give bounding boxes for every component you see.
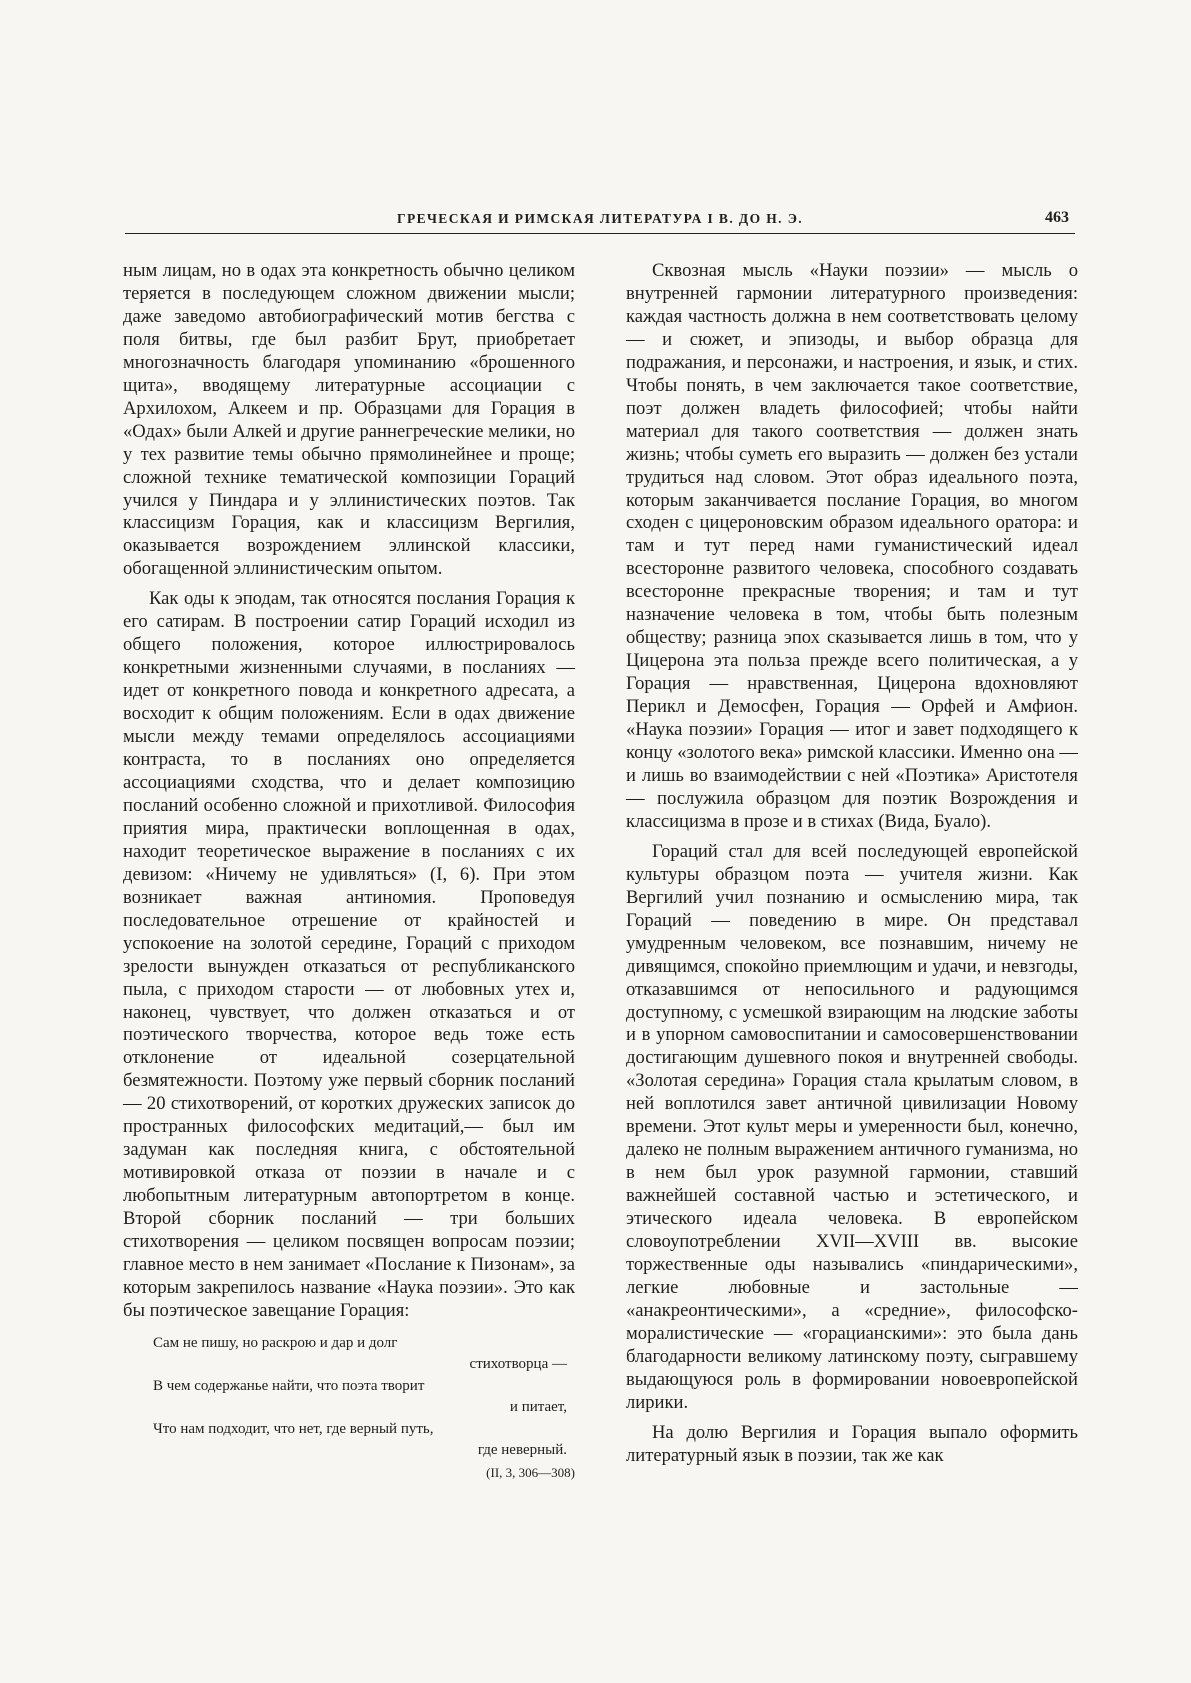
paragraph: ным лицам, но в одах эта конкретность обычно целиком теряется в последующем сложном движении мысли; даже заведомо автобиографический мотив бегства с поля битвы, где был разбит Брут, приобретает многозначность благодаря упоминанию «брошенного щита», вводящему литературные ассоциации с Архилохом, Алкеем и пр. Образцами для Горация в «Одах» были Алкей и другие раннегреческие мелики, но у тех развитие темы обычно прямолинейнее и проще; сложной технике тематической композиции Гораций учился у Пиндара и у эллинистических поэтов. Так классицизм Горация, как и классицизм Вергилия, оказывается возрождением эллинской классики, обогащенной эллинистическим опытом. (123, 260, 575, 580)
verse-line: Сам не пишу, но раскрою и дар и долг (153, 1334, 398, 1351)
paragraph: Как оды к эподам, так относятся послания Горация к его сатирам. В построении сатир Гораций исходил из общего положения, которое иллюстрировалось конкретными жизненными случаями, в посланиях — идет от конкретного повода и конкретного адресата, а восходит к общим положениям. Если в одах движение мысли между темами определялось ассоциациями контраста, то в посланиях оно определяется ассоциациями сходства, что и делает композицию посланий особенно сложной и прихотливой. Философия приятия мира, практически воплощенная в одах, находит теоретическое выражение в посланиях с их девизом: «Ничему не удивляться» (I, 6). При этом возникает важная антиномия. Проповедуя последовательное отрешение от крайностей и успокоение на золотой середине, Гораций с приходом зрелости вынужден отказаться от республиканского пыла, с приходом старости — от любовных утех и, наконец, чувствует, что должен отказаться и от поэтического творчества, которое ведь тоже есть отклонение от идеальной созерцательной безмятежности. Поэтому уже первый сборник посланий — 20 стихотворений, от коротких дружеских записок до пространных философских медитаций,— был им задуман как последняя книга, с обстоятельной мотивировкой отказа от поэзии в начале и с любопытным литературным автопортретом в конце. Второй сборник посланий — три больших стихотворения — целиком посвящен вопросам поэзии; главное место в нем занимает «Послание к Пизонам», за которым закрепилось название «Наука поэзии». Это как бы поэтическое завещание Горация: (123, 588, 575, 1321)
running-title: ГРЕЧЕСКАЯ И РИМСКАЯ ЛИТЕРАТУРА I В. ДО Н. Э. (396, 211, 804, 226)
paragraph: Сквозная мысль «Науки поэзии» — мысль о внутренней гармонии литературного произведения: каждая частность должна в нем соответствовать целому — и сюжет, и эпизоды, и выбор образца для подражания, и персонажи, и настроения, и язык, и стих. Чтобы понять, в чем заключается такое соответствие, поэт должен владеть философией; чтобы найти материал для такого соответствия — должен знать жизнь; чтобы суметь его выразить — должен без устали трудиться над словом. Этот образ идеального поэта, которым заканчивается послание Горация, во многом сходен с цицероновским образом идеального оратора: и там и тут перед нами гуманистический идеал всесторонне развитого человека, способного создавать всесторонне прекрасные творения; и там и тут назначение человека в том, чтобы быть полезным обществу; разница эпох сказывается лишь в том, что у Цицерона эта польза прежде всего политическая, а у Горация — нравственная, Цицерона вдохновляют Перикл и Демосфен, Горация — Орфей и Амфион. «Наука поэзии» Горация — итог и завет подходящего к концу «золотого века» римской классики. Именно она — и лишь во взаимодействии с ней «Поэтика» Аристотеля — послужила образцом для поэтик Возрождения и классицизма в прозе и в стихах (Вида, Буало). (626, 260, 1078, 832)
paragraph: На долю Вергилия и Горация выпало оформить литературный язык в поэзии, так же как (626, 1421, 1078, 1466)
verse-citation: (II, 3, 306—308) (486, 1464, 575, 1480)
verse-line: В чем содержанье найти, что поэта творит (153, 1377, 425, 1394)
verse-line-continuation: где неверный. (477, 1442, 567, 1459)
right-column (626, 260, 1078, 1475)
verse-line: Что нам подходит, что нет, где верный путь, (153, 1420, 434, 1437)
page-number: 463 (1045, 209, 1069, 226)
verse-quotation (123, 1333, 575, 1484)
verse-line-continuation: стихотворца — (469, 1356, 567, 1373)
paragraph: Гораций стал для всей последующей европейской культуры образцом поэта — учителя жизни. Как Вергилий учил познанию и осмыслению мира, так Гораций — поведению в мире. Он представал умудренным человеком, все познавшим, ничему не дивящимся, спокойно приемлющим и удачи, и невзгоды, отказавшимся от непосильного и радующимся доступному, с усмешкой взирающим на людские заботы и в упорном самовоспитании и самосовершенствовании достигающим душевного покоя и внутренней свободы. «Золотая середина» Горация стала крылатым словом, в ней воплотился завет античной цивилизации Новому времени. Этот культ меры и умеренности был, конечно, далеко не полным выражением античного гуманизма, но в нем был урок разумной гармонии, ставший важнейшей составной частью и эстетического, и этического идеала человека. В европейском словоупотреблении XVII—XVIII вв. высокие торжественные оды назывались «пиндарическими», легкие любовные и застольные — «анакреонтическими», а «средние», философско-моралистические — «горацианскими»: это была дань благодарности великому латинскому поэту, сыгравшему выдающуюся роль в формировании новоевропейской лирики. (626, 840, 1078, 1413)
running-header (125, 209, 1075, 234)
left-column (123, 260, 575, 1483)
verse-line-continuation: и питает, (509, 1399, 567, 1416)
